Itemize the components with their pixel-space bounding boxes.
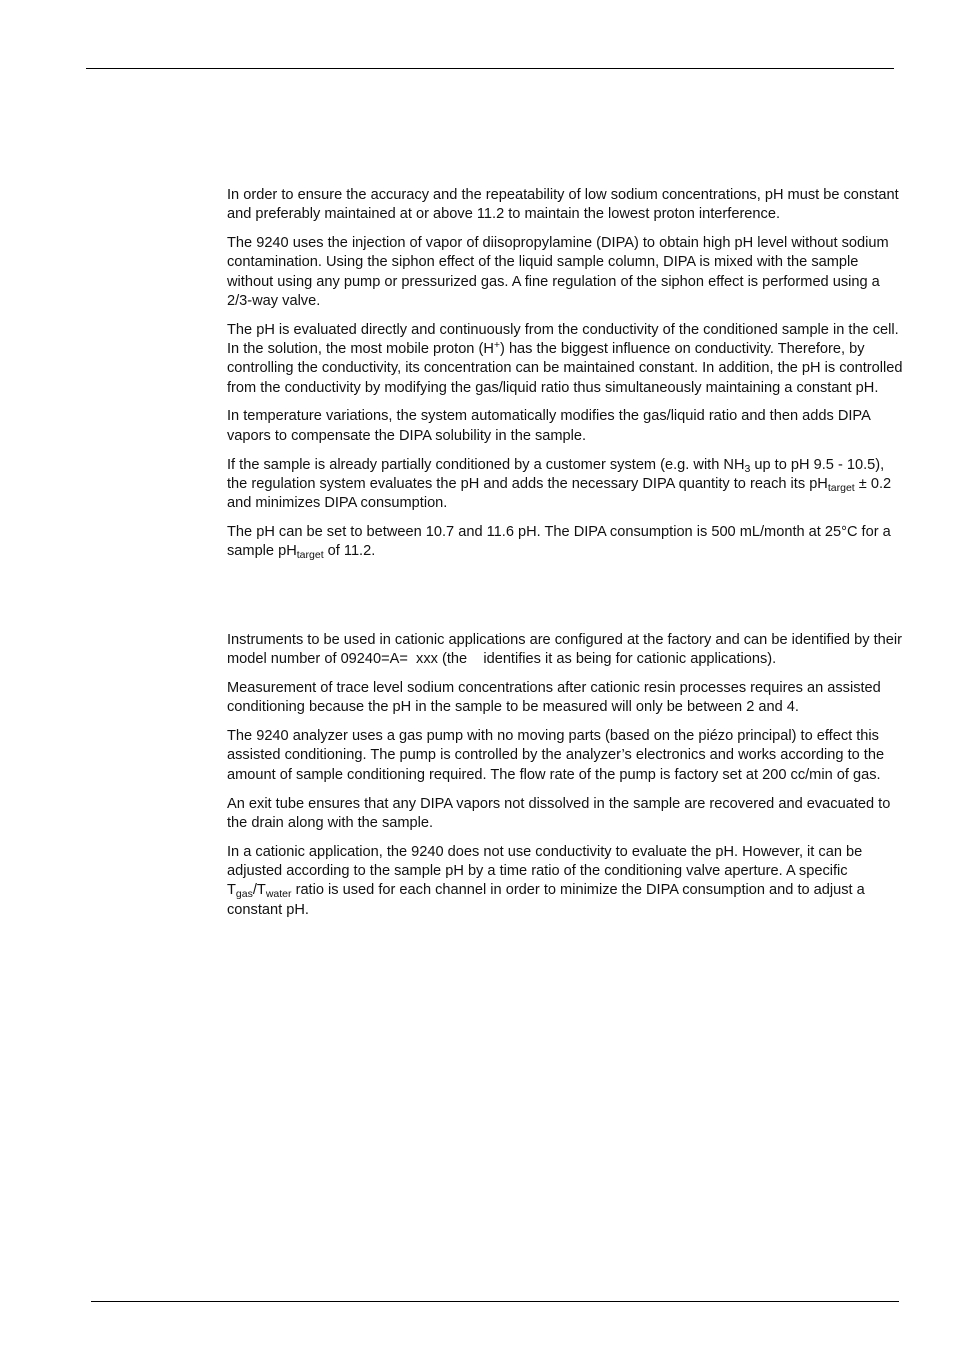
paragraph: The pH is evaluated directly and continuously from the conductivity of the conditioned sample in the cell. In the solution, the most mobile proton (H+) has the biggest influence on conductivity. Therefore, by controlling the conductivity, its concentration can be maintained constant. In addition, the pH is controlled from the conductivity by modifying the gas/liquid ratio thus simultaneously maintaining a constant pH. <box>227 321 903 396</box>
header-rule <box>86 68 894 69</box>
paragraph: In temperature variations, the system automatically modifies the gas/liquid ratio and then adds DIPA vapors to compensate the DIPA solubility in the sample. <box>227 408 871 444</box>
paragraph: The 9240 analyzer uses a gas pump with no moving parts (based on the piézo principal) to effect this assisted conditioning. The pump is controlled by the analyzer’s electronics and works according to the amount of sample conditioning required. The flow rate of the pump is factory set at 200 cc/min of gas. <box>227 728 885 783</box>
paragraph: In a cationic application, the 9240 does not use conductivity to evaluate the pH. However, it can be adjusted according to the sample pH by a time ratio of the conditioning valve aperture. A specific $T_{gas}/T_{water}$ ratio is used for each channel in order to minimize the DIPA consumption and to adjust a constant pH. <box>227 843 865 918</box>
paragraph: In order to ensure the accuracy and the repeatability of low sodium concentrations, pH must be constant and preferably maintained at or above 11.2 to maintain the lowest proton interference. <box>227 187 899 223</box>
paragraph: If the sample is already partially conditioned by a customer system (e.g. with $NH_3$ up to pH 9.5 - 10.5), the regulation system evaluates the pH and adds the necessary DIPA quantity to reach its $pH_{target} \pm 0.2$ and minimizes DIPA consumption. <box>227 456 892 512</box>
paragraph: Measurement of trace level sodium concentrations after cationic resin processes requires an assisted conditioning because the pH in the sample to be measured will only be between 2 and 4. <box>227 680 881 716</box>
paragraph: Instruments to be used in cationic applications are configured at the factory and can be identified by their model number of 09240=A= xxx (the identifies it as being for cationic applications). <box>227 632 907 668</box>
section-ph-regulation <box>227 186 907 571</box>
paragraph: The 9240 uses the injection of vapor of diisopropylamine (DIPA) to obtain high pH level without sodium contamination. Using the siphon effect of the liquid sample column, DIPA is mixed with the sample without using any pump or pressurized gas. A fine regulation of the siphon effect is performed using a 2/3-way valve. <box>227 235 889 309</box>
footer-rule <box>91 1301 899 1302</box>
paragraph: An exit tube ensures that any DIPA vapors not dissolved in the sample are recovered and evacuated to the drain along with the sample. <box>227 795 891 831</box>
section-cationic-applications <box>227 631 907 929</box>
paragraph: The pH can be set to between 10.7 and 11.6 pH. The DIPA consumption is 500 mL/month at 25°C for a sample $pH_{target}$ of 11.2. <box>227 523 891 562</box>
